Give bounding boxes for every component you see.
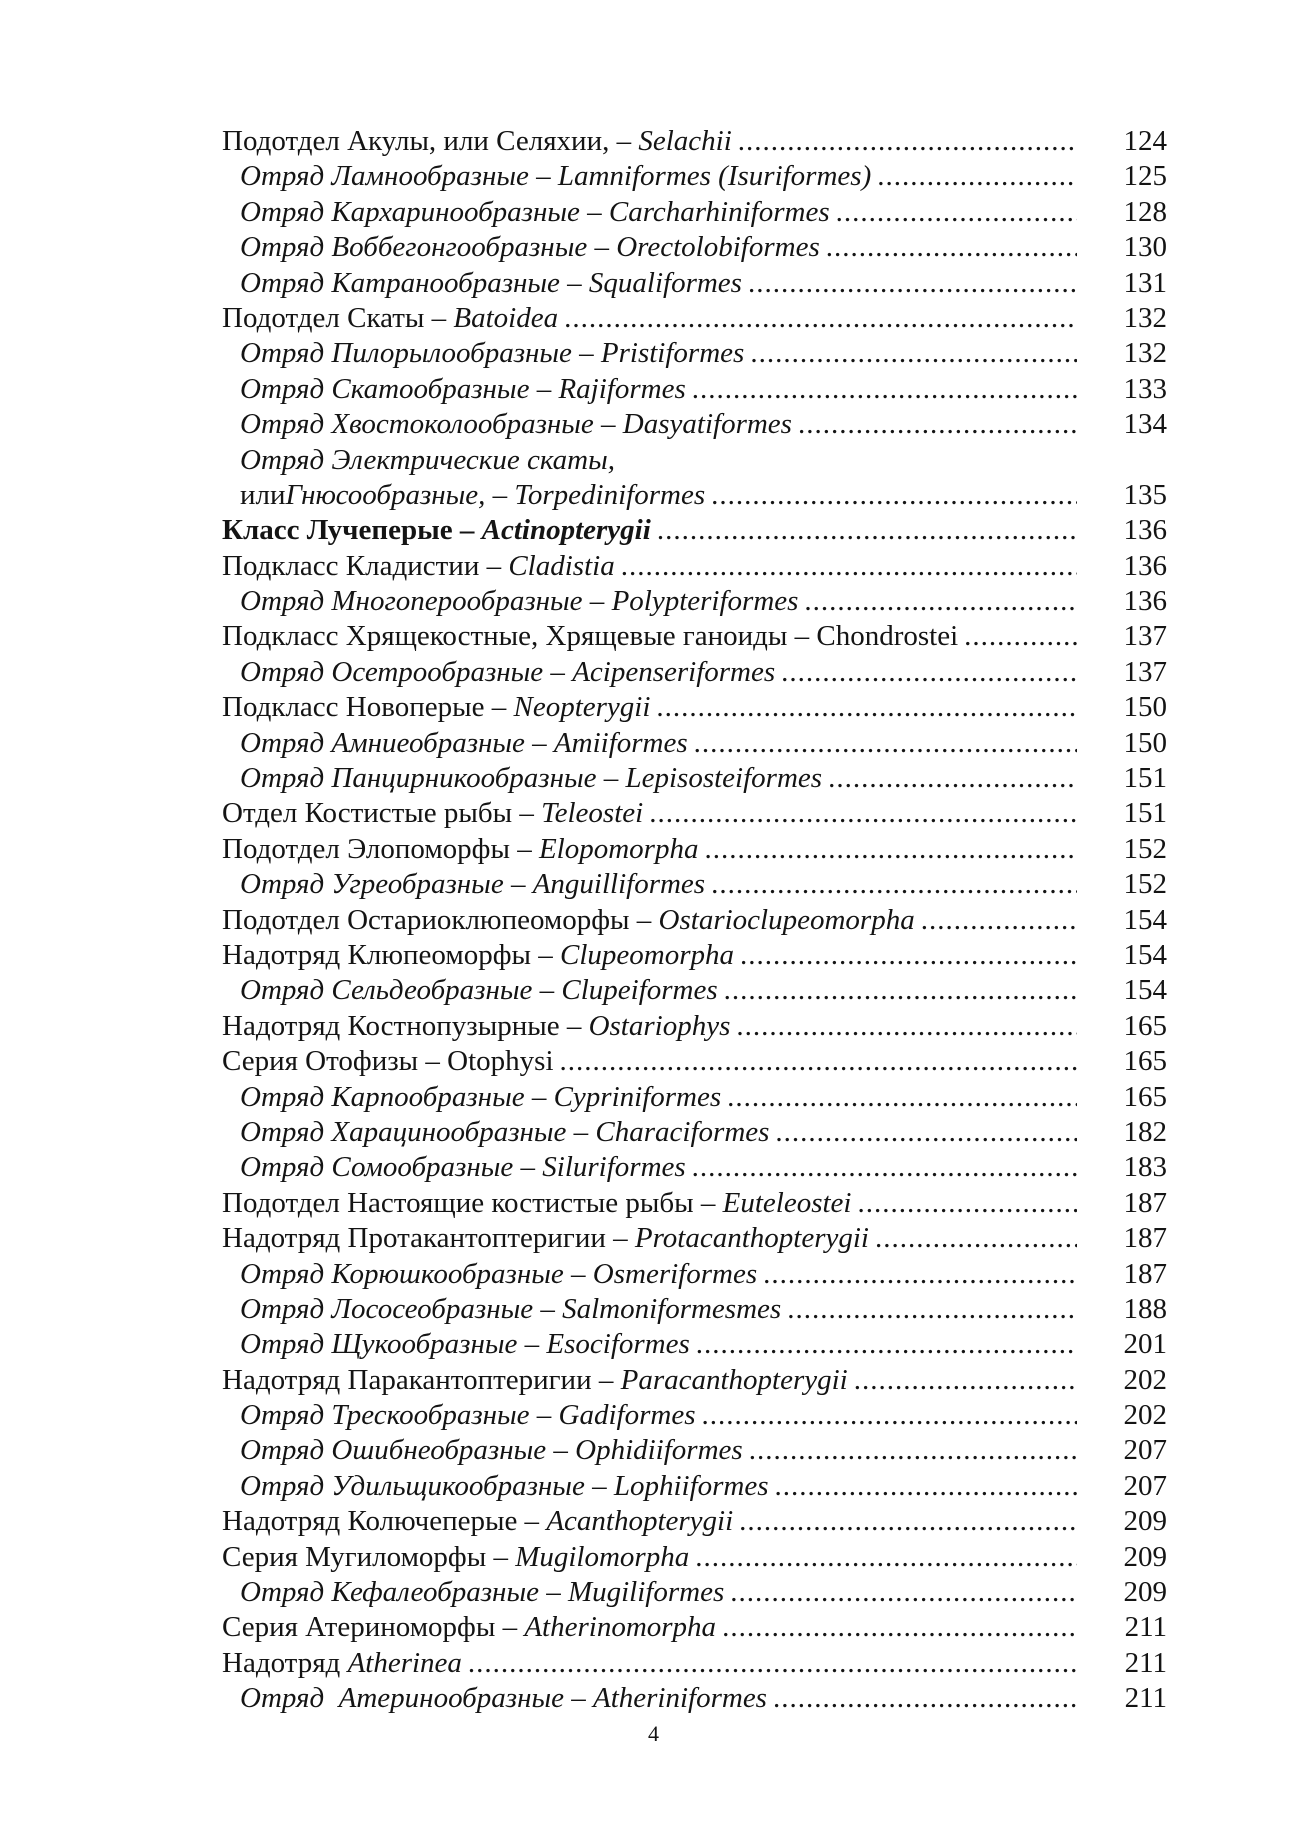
toc-entry	[222, 550, 1167, 585]
toc-entry-latin-name: Siluriformes	[542, 1151, 686, 1184]
dot-leader	[736, 1010, 1077, 1043]
toc-entry-page: 182	[1123, 1115, 1167, 1148]
toc-entry-page: 136	[1123, 549, 1167, 582]
toc-entry-latin-name: Selachii	[638, 125, 732, 157]
toc-entry-latin-name: Batoidea	[453, 301, 559, 334]
toc-entry-latin-name: Teleostei	[541, 797, 644, 830]
dot-leader	[877, 160, 1077, 193]
toc-entry-title	[222, 656, 1077, 689]
dot-leader	[560, 1045, 1077, 1078]
toc-entry-latin-name: Polypteriformes	[611, 585, 799, 618]
dot-leader	[875, 1222, 1077, 1255]
toc-entry-latin-name: Carcharhiniformes	[608, 195, 830, 228]
toc-entry-page: 135	[1123, 478, 1167, 511]
toc-entry-russian-name: Отряд Панцирникообразные –	[240, 762, 626, 795]
toc-entry-latin-name: Atheriniformes	[592, 1682, 767, 1715]
toc-entry	[222, 1010, 1167, 1045]
toc-entry-page: 202	[1123, 1363, 1167, 1396]
toc-entry-latin-name: Lamniformes (Isuriformes)	[557, 160, 872, 193]
toc-entry-russian-name: Отряд Корюшкообразные –	[240, 1257, 593, 1290]
toc-entry-title	[222, 727, 1077, 760]
toc-entry-page: 207	[1123, 1434, 1167, 1467]
toc-entry	[222, 267, 1167, 302]
toc-entry-latin-name: Ostariophys	[588, 1009, 731, 1042]
toc-entry-page: 151	[1123, 797, 1167, 830]
toc-entry-title	[222, 1151, 1077, 1184]
toc-entry-prefix: или	[240, 478, 286, 511]
toc-entry-russian-name: Надотряд Клюпеоморфы –	[222, 938, 561, 971]
dot-leader	[692, 1151, 1077, 1184]
toc-entry	[222, 196, 1167, 231]
dot-leader	[798, 408, 1077, 441]
toc-entry-latin-name: Pristiformes	[600, 337, 745, 370]
toc-entry-latin-name: Salmoniformesmes	[562, 1292, 782, 1325]
toc-entry-page: 152	[1123, 868, 1167, 901]
toc-entry	[222, 1151, 1167, 1186]
toc-entry-title	[222, 833, 1077, 866]
toc-entry-page: 209	[1123, 1540, 1167, 1573]
toc-entry-russian-name: Надотряд Костнопузырные –	[222, 1009, 589, 1042]
toc-entry-russian-name: Отряд Ламнообразные –	[240, 160, 558, 193]
toc-entry-title	[222, 373, 1077, 406]
toc-entry-russian-name: Отряд Амниеобразные –	[240, 726, 554, 759]
toc-entry-latin-name: Elopomorpha	[538, 832, 699, 865]
toc-entry-title	[222, 1434, 1077, 1467]
toc-entry-title	[222, 337, 1077, 370]
toc-entry-russian-name: Отряд Осетрообразные –	[240, 655, 573, 688]
toc-entry	[222, 1505, 1167, 1540]
toc-entry	[222, 1611, 1167, 1646]
toc-entry-page: 154	[1123, 903, 1167, 936]
toc-entry-latin-name: Orectolobiformes	[616, 231, 820, 264]
toc-entry-page: 209	[1123, 1505, 1167, 1538]
dot-leader	[722, 1611, 1077, 1644]
dot-leader	[787, 1293, 1077, 1326]
toc-entry-page: 187	[1123, 1186, 1167, 1219]
toc-entry-latin-name: Atherinomorpha	[524, 1611, 717, 1644]
toc-entry-page: 202	[1123, 1399, 1167, 1432]
toc-entry	[222, 1647, 1167, 1682]
toc-entry-title	[222, 1328, 1077, 1361]
toc-entry	[222, 408, 1167, 443]
dot-leader	[854, 1364, 1077, 1397]
toc-entry-russian-name: Отряд Кефалеобразные –	[240, 1576, 568, 1609]
toc-entry	[222, 125, 1167, 160]
dot-leader	[828, 762, 1077, 795]
toc-entry-title	[222, 1364, 1077, 1397]
toc-entry-page: 124	[1123, 125, 1167, 157]
toc-entry-title	[222, 939, 1077, 972]
toc-entry-russian-name: Отряд Воббегонгообразные –	[240, 231, 617, 264]
toc-entry	[222, 1328, 1167, 1363]
toc-entry-page: 133	[1123, 372, 1167, 405]
toc-entry-title	[222, 620, 1077, 653]
toc-entry-russian-name: Отряд Харацинообразные –	[240, 1115, 596, 1148]
toc-entry-latin-name: Mugilomorpha	[515, 1540, 690, 1573]
dot-leader	[763, 1258, 1077, 1291]
toc-entry-latin-name: Rajiformes	[558, 372, 686, 405]
toc-entry-russian-name: Отряд Скатообразные –	[240, 372, 559, 405]
toc-entry	[222, 373, 1167, 408]
toc-entry-page: 187	[1123, 1222, 1167, 1255]
toc-entry-page: 134	[1123, 408, 1167, 441]
toc-entry	[222, 1541, 1167, 1576]
toc-entry-page: 165	[1123, 1009, 1167, 1042]
toc-entry	[222, 833, 1167, 868]
toc-entry-latin-name: Clupeiformes	[561, 974, 718, 1007]
toc-entry-russian-name: Отряд Пилорылообразные –	[240, 337, 601, 370]
toc-entry	[222, 620, 1167, 655]
page-number: 4	[648, 1721, 659, 1746]
toc-entry	[222, 1222, 1167, 1257]
toc-entry-page: 165	[1123, 1045, 1167, 1078]
toc-entry	[222, 656, 1167, 691]
toc-entry-title	[222, 196, 1077, 229]
toc-entry-title	[222, 1682, 1077, 1715]
toc-entry	[222, 1081, 1167, 1116]
toc-entry-russian-name: Гнюсообразные, –	[285, 478, 515, 511]
toc-entry-title	[222, 1293, 1077, 1326]
toc-entry-title	[222, 231, 1077, 264]
toc-entry-title	[222, 1470, 1077, 1503]
toc-entry-latin-name: Ophidiiformes	[575, 1434, 743, 1467]
toc-entry-title	[222, 974, 1077, 1007]
toc-entry-latin-name: Paracanthopterygii	[620, 1363, 848, 1396]
toc-entry-russian-name: Отряд Трескообразные –	[240, 1399, 559, 1432]
toc-entry-russian-name: Серия Мугиломорфы –	[222, 1540, 516, 1573]
toc-entry-latin-name: Lepisosteiformes	[625, 762, 823, 795]
toc-entry-russian-name: Серия Отофизы –	[222, 1045, 448, 1078]
dot-leader	[749, 1434, 1077, 1467]
toc-entry	[222, 1293, 1167, 1328]
toc-entry-title	[222, 1399, 1077, 1432]
toc-entry-page: 137	[1123, 655, 1167, 688]
dot-leader	[704, 833, 1077, 866]
dot-leader	[775, 1116, 1077, 1149]
toc-entry-title	[222, 1045, 1077, 1078]
toc-entry-title	[222, 267, 1077, 300]
toc-entry-russian-name: Класс Лучеперые –	[222, 514, 482, 547]
toc-entry-latin-name: Amiiformes	[553, 726, 688, 759]
toc-entry-latin-name: Osmeriformes	[592, 1257, 758, 1290]
toc-entry-page: 152	[1123, 832, 1167, 865]
toc-entry-russian-name: Подкласс Новоперые –	[222, 691, 514, 724]
toc-entry-russian-name: Подотдел Скаты –	[222, 301, 454, 334]
toc-entry-latin-name: Ostarioclupeomorpha	[658, 903, 915, 936]
toc-entry-title	[222, 1647, 1077, 1680]
toc-entry	[222, 1116, 1167, 1151]
toc-entry-russian-name: Надотряд Паракантоптеригии –	[222, 1363, 621, 1396]
toc-entry-latin-name: Acipenseriformes	[572, 655, 776, 688]
dot-leader	[711, 868, 1077, 901]
dot-leader	[621, 550, 1077, 583]
toc-entry-latin-name: Cypriniformes	[553, 1080, 722, 1113]
dot-leader	[694, 727, 1077, 760]
toc-entry-page: 136	[1123, 514, 1167, 547]
toc-entry-title	[222, 550, 1077, 583]
toc-entry	[222, 797, 1167, 832]
toc-entry-latin-name: Neopterygii	[513, 691, 651, 724]
toc-entry-page: 154	[1123, 938, 1167, 971]
toc-entry-page: 165	[1123, 1080, 1167, 1113]
toc-entry-russian-name: Отряд Электрические скаты,	[240, 443, 615, 476]
toc-entry-latin-name: Otophysi	[447, 1045, 554, 1078]
toc-entry-title	[222, 479, 1077, 512]
dot-leader	[750, 337, 1077, 370]
toc-entry-title	[222, 302, 1077, 335]
dot-leader	[724, 974, 1077, 1007]
toc-entry-russian-name: Отряд Удильщикообразные –	[240, 1469, 614, 1502]
toc-entry-latin-name: Squaliformes	[588, 266, 742, 299]
toc-entry-title	[222, 762, 1077, 795]
toc-entry	[222, 444, 1167, 479]
toc-entry	[222, 231, 1167, 266]
toc-entry-latin-name: Protacanthopterygii	[634, 1222, 869, 1255]
toc-entry-title	[222, 408, 1077, 441]
dot-leader	[696, 1328, 1077, 1361]
toc-entry-title	[222, 1081, 1077, 1114]
toc-entry-page: 188	[1123, 1292, 1167, 1325]
toc-entry-title	[222, 1010, 1077, 1043]
dot-leader	[468, 1647, 1077, 1680]
toc-entry	[222, 974, 1167, 1009]
toc-entry	[222, 1682, 1167, 1717]
dot-leader	[649, 797, 1077, 830]
dot-leader	[781, 656, 1077, 689]
toc-entry-russian-name: Подкласс Кладистии –	[222, 549, 509, 582]
toc-entry-page: 137	[1123, 620, 1167, 653]
dot-leader	[773, 1682, 1077, 1715]
toc-entry	[222, 1258, 1167, 1293]
toc-entry	[222, 514, 1167, 549]
toc-entry-russian-name: Надотряд	[222, 1646, 348, 1679]
toc-entry	[222, 1434, 1167, 1469]
toc-entry	[222, 1399, 1167, 1434]
dot-leader	[964, 620, 1077, 653]
toc-entry-russian-name: Подотдел Настоящие костистые рыбы –	[222, 1186, 723, 1219]
toc-entry-russian-name: Подкласс Хрящекостные, Хрящевые ганоиды –	[222, 620, 817, 653]
toc-entry-latin-name: Anguilliformes	[532, 868, 706, 901]
toc-entry	[222, 1187, 1167, 1222]
dot-leader	[921, 904, 1077, 937]
toc-entry-title	[222, 1116, 1077, 1149]
toc-entry-russian-name: Подотдел Остариоклюпеоморфы –	[222, 903, 659, 936]
dot-leader	[836, 196, 1077, 229]
toc-entry-page: 132	[1123, 337, 1167, 370]
toc-entry-latin-name: Euteleostei	[722, 1186, 852, 1219]
dot-leader	[702, 1399, 1078, 1432]
dot-leader	[656, 691, 1077, 724]
dot-leader	[740, 939, 1077, 972]
toc-entry-title	[222, 868, 1077, 901]
toc-entry-russian-name: Отряд Многоперообразные –	[240, 585, 612, 618]
toc-entry-russian-name: Отряд Ошибнеобразные –	[240, 1434, 576, 1467]
toc-entry-page: 136	[1123, 585, 1167, 618]
toc-entry	[222, 1045, 1167, 1080]
toc-entry-title	[222, 1505, 1077, 1538]
toc-entry	[222, 868, 1167, 903]
toc-entry-page: 132	[1123, 301, 1167, 334]
toc-entry-page: 125	[1123, 160, 1167, 193]
toc-entry-latin-name: Dasyatiformes	[622, 408, 792, 441]
toc-entry	[222, 727, 1167, 762]
toc-entry-title	[222, 1187, 1077, 1220]
dot-leader	[727, 1081, 1077, 1114]
toc-entry-latin-name: Esociformes	[546, 1328, 690, 1361]
toc-entry-title	[222, 904, 1077, 937]
toc-entry-page: 211	[1124, 1682, 1167, 1715]
toc-entry	[222, 337, 1167, 372]
toc-entry-title	[222, 1222, 1077, 1255]
toc-entry-latin-name: Cladistia	[508, 549, 615, 582]
toc-entry-page: 128	[1123, 195, 1167, 228]
dot-leader	[826, 231, 1077, 264]
toc-entry-russian-name: Отряд Сельдеобразные –	[240, 974, 562, 1007]
toc-entry-russian-name: Отдел Костистые рыбы –	[222, 797, 542, 830]
toc-entry-page: 209	[1123, 1576, 1167, 1609]
toc-entry-russian-name: Надотряд Протакантоптеригии –	[222, 1222, 635, 1255]
toc-entry-russian-name: Отряд Лососеобразные –	[240, 1292, 563, 1325]
toc-entry-russian-name: Отряд Атеринообразные –	[240, 1682, 593, 1715]
toc-entry-russian-name: Надотряд Колючеперые –	[222, 1505, 547, 1538]
toc-entry	[222, 904, 1167, 939]
dot-leader	[775, 1470, 1077, 1503]
toc-entry	[222, 1470, 1167, 1505]
toc-entry-russian-name: Отряд Катранообразные –	[240, 266, 589, 299]
toc-entry-title	[222, 444, 1077, 477]
dot-leader	[738, 125, 1077, 158]
toc-entry	[222, 1364, 1167, 1399]
toc-entry-russian-name: Отряд Сомообразные –	[240, 1151, 543, 1184]
toc-entry-page: 183	[1123, 1151, 1167, 1184]
toc-entry-russian-name: Отряд Карпообразные –	[240, 1080, 554, 1113]
toc-entry-latin-name: Chondrostei	[816, 620, 959, 653]
toc-entry-russian-name: Серия Атериноморфы –	[222, 1611, 525, 1644]
toc-entry-title	[222, 797, 1077, 830]
toc-entry-title	[222, 160, 1077, 193]
toc-entry-latin-name: Gadiformes	[558, 1399, 696, 1432]
toc-entry-latin-name: Actinopterygii	[481, 514, 651, 547]
toc-entry-russian-name: Подотдел Акулы, или Селяхии, –	[222, 125, 639, 157]
toc-entry-latin-name: Torpediniformes	[514, 478, 706, 511]
toc-entry-latin-name: Atherinea	[347, 1646, 462, 1679]
dot-leader	[739, 1505, 1077, 1538]
toc-entry-page: 154	[1123, 974, 1167, 1007]
toc-entry-page: 130	[1123, 231, 1167, 264]
table-of-contents	[222, 125, 1167, 1718]
toc-entry-russian-name: Отряд Угреобразные –	[240, 868, 533, 901]
dot-leader	[695, 1541, 1077, 1574]
toc-entry-latin-name: Mugiliformes	[567, 1576, 725, 1609]
toc-entry-title	[222, 1258, 1077, 1291]
toc-entry	[222, 160, 1167, 195]
toc-entry	[222, 762, 1167, 797]
toc-entry-title	[222, 514, 1077, 547]
toc-entry-page: 211	[1124, 1611, 1167, 1644]
toc-entry-title	[222, 1541, 1077, 1574]
toc-entry-title	[222, 585, 1077, 618]
dot-leader	[857, 1187, 1077, 1220]
toc-entry	[222, 939, 1167, 974]
toc-entry-title	[222, 691, 1077, 724]
toc-entry-page: 187	[1123, 1257, 1167, 1290]
dot-leader	[804, 585, 1077, 618]
toc-entry-page: 207	[1123, 1469, 1167, 1502]
toc-entry-latin-name: Characiformes	[595, 1115, 770, 1148]
toc-entry-title	[222, 1576, 1077, 1609]
dot-leader	[564, 302, 1077, 335]
toc-entry	[222, 691, 1167, 726]
toc-entry-russian-name: Отряд Щукообразные –	[240, 1328, 547, 1361]
toc-entry-latin-name: Lophiiformes	[613, 1469, 769, 1502]
toc-entry-page: 131	[1123, 266, 1167, 299]
toc-entry-page: 150	[1123, 691, 1167, 724]
toc-entry-russian-name: Подотдел Элопоморфы –	[222, 832, 539, 865]
toc-entry-page: 150	[1123, 726, 1167, 759]
toc-entry	[222, 479, 1167, 514]
dot-leader	[657, 514, 1077, 547]
toc-entry	[222, 585, 1167, 620]
dot-leader	[748, 267, 1077, 300]
toc-entry-latin-name: Acanthopterygii	[546, 1505, 734, 1538]
dot-leader	[730, 1576, 1077, 1609]
toc-entry	[222, 302, 1167, 337]
toc-entry-russian-name: Отряд Кархаринообразные –	[240, 195, 609, 228]
toc-entry-latin-name: Clupeomorpha	[560, 938, 735, 971]
toc-entry-title	[222, 125, 1077, 158]
toc-entry-title	[222, 1611, 1077, 1644]
toc-entry-page: 151	[1123, 762, 1167, 795]
dot-leader	[692, 373, 1077, 406]
dot-leader	[711, 479, 1077, 512]
toc-entry-russian-name: Отряд Хвостоколообразные –	[240, 408, 623, 441]
toc-entry	[222, 1576, 1167, 1611]
toc-entry-page: 211	[1124, 1646, 1167, 1679]
toc-entry-page: 201	[1123, 1328, 1167, 1361]
